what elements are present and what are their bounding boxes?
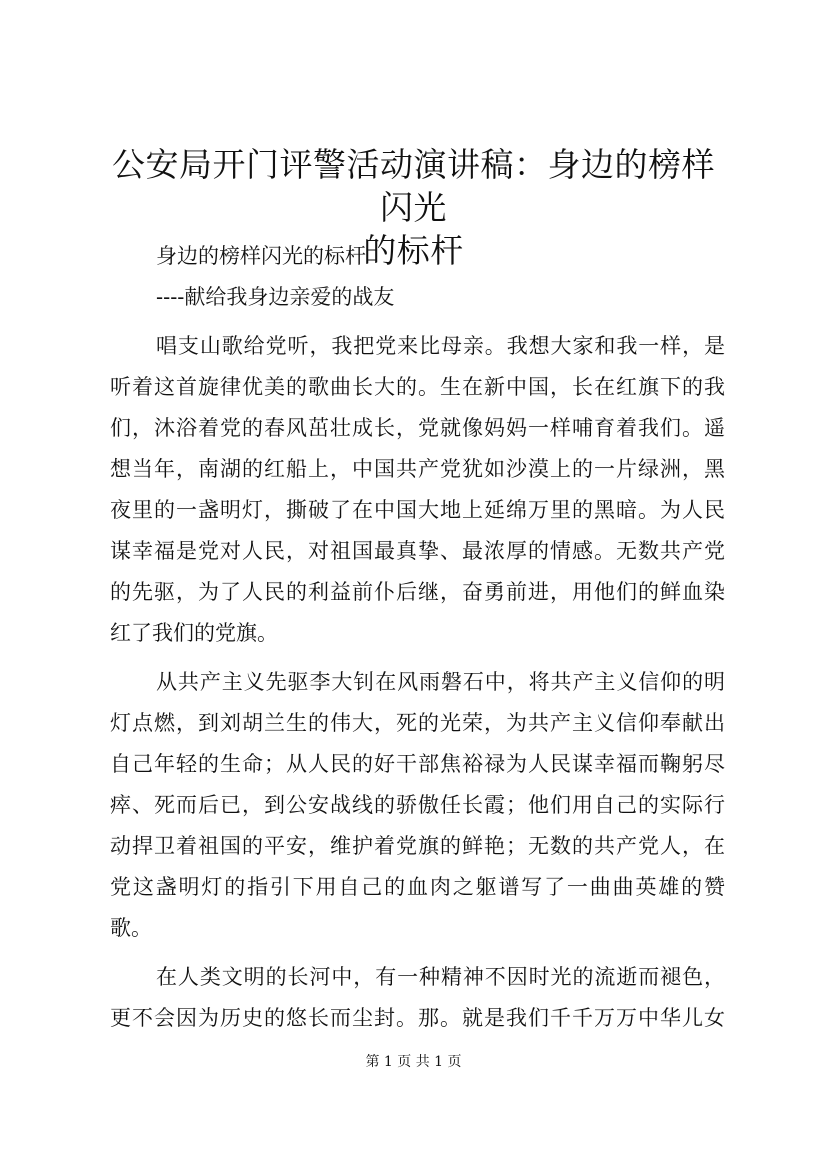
paragraph-line: 听着这首旋律优美的歌曲长大的。生在新中国，长在红旗下的我 — [110, 375, 725, 399]
title-line: 的标杆 — [363, 231, 464, 270]
paragraph-line: 在人类文明的长河中，有一种精神不因时光的流逝而褪色， — [156, 965, 725, 989]
paragraph-line: 歌。 — [110, 916, 152, 940]
paragraph-line: 瘁、死而后已，到公安战线的骄傲任长霞；他们用自己的实际行 — [110, 793, 725, 817]
paragraph-line: 更不会因为历史的悠长而尘封。那。就是我们千千万万中华儿女 — [110, 1006, 725, 1030]
paragraph-line: 自己年轻的生命；从人民的好干部焦裕禄为人民谋幸福而鞠躬尽 — [110, 752, 725, 776]
paragraph-line: 从共产主义先驱李大钊在风雨磐石中，将共产主义信仰的明 — [156, 670, 725, 694]
dedication: ----献给我身边亲爱的战友 — [156, 285, 395, 309]
paragraph — [110, 662, 725, 949]
page-footer — [0, 1052, 827, 1072]
paragraph-line: 夜里的一盏明灯，撕破了在中国大地上延绵万里的黑暗。为人民 — [110, 498, 725, 522]
paragraph-line: 党这盏明灯的指引下用自己的血肉之躯谱写了一曲曲英雄的赞 — [110, 875, 725, 899]
paragraph-line: 灯点燃，到刘胡兰生的伟大，死的光荣，为共产主义信仰奉献出 — [110, 711, 725, 735]
paragraph — [110, 957, 725, 1039]
page-number: 第 1 页 共 1 页 — [365, 1054, 462, 1070]
paragraph-line: 唱支山歌给党听，我把党来比母亲。我想大家和我一样，是 — [156, 334, 725, 358]
paragraph-line: 动捍卫着祖国的平安，维护着党旗的鲜艳；无数的共产党人，在 — [110, 834, 725, 858]
paragraph-line: 的先驱，为了人民的利益前仆后继，奋勇前进，用他们的鲜血染 — [110, 580, 725, 604]
subtitle: 身边的榜样闪光的标杆 — [156, 244, 366, 268]
paragraph-line: 想当年，南湖的红船上，中国共产党犹如沙漠上的一片绿洲，黑 — [110, 457, 725, 481]
paragraph-line: 谋幸福是党对人民，对祖国最真挚、最浓厚的情感。无数共产党 — [110, 539, 725, 563]
title-line: 公安局开门评警活动演讲稿：身边的榜样闪光 — [112, 145, 715, 227]
paragraph-line: 红了我们的党旗。 — [110, 621, 278, 645]
paragraph-line: 们，沐浴着党的春风茁壮成长，党就像妈妈一样哺育着我们。遥 — [110, 416, 725, 440]
document-body — [110, 236, 725, 1047]
paragraph — [110, 326, 725, 654]
